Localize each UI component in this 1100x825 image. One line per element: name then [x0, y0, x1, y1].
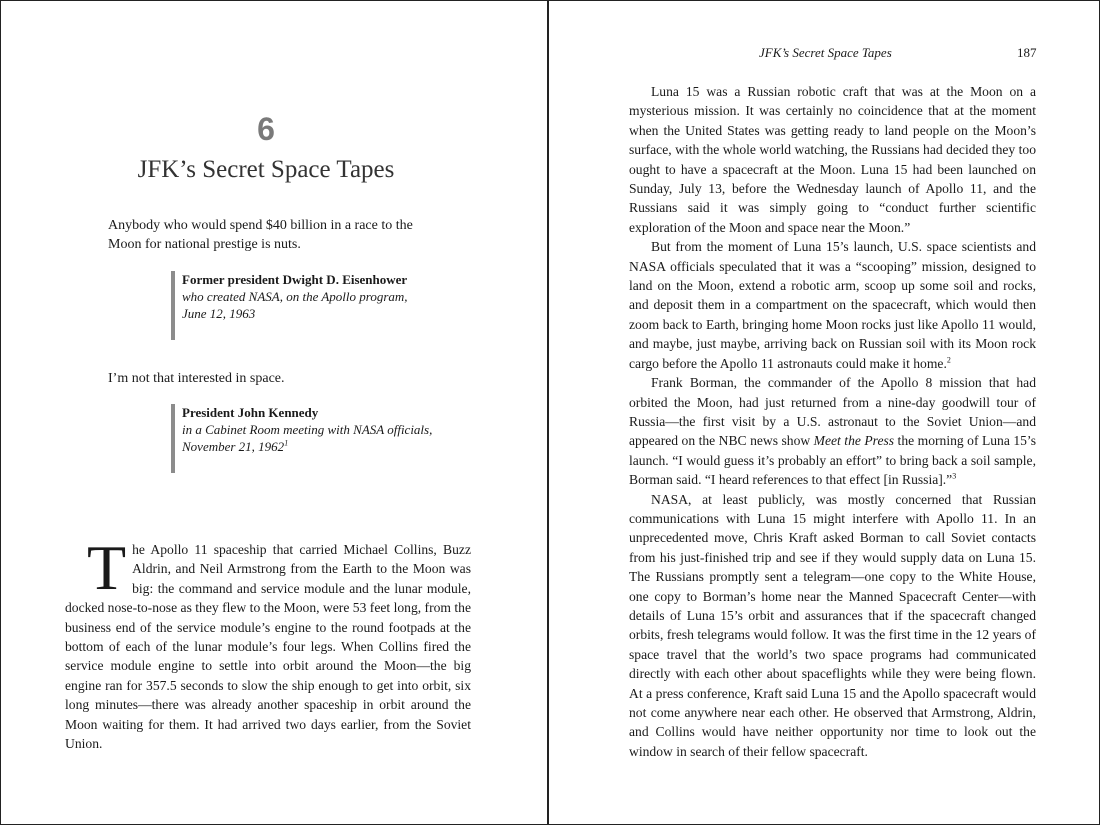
opening-paragraph [65, 532, 471, 753]
epigraph-attribution-eisenhower [171, 271, 461, 340]
footnote-marker: 3 [952, 471, 957, 481]
running-title: JFK’s Secret Space Tapes [759, 45, 892, 60]
epigraph-quote-eisenhower: Anybody who would spend $40 billion in a race to the Moon for national prestige is nuts. [108, 218, 413, 252]
attribution-date: November 21, 1962$^1$ [182, 438, 289, 454]
drop-cap: T [87, 532, 127, 603]
paragraph: Frank Borman, the commander of the Apollo 8 mission that had orbited the Moon, had just returned from a nine-day goodwill tour of Russia—the first visit by a U.S. astronaut to the Soviet Union—and appeared on the NBC news show Meet the Press the morning of Luna 15’s launch. “I would guess it’s probably an effort” to bring back a soil sample, Borman said. “I heard references to that effect [in Russia].”$^3$ [629, 375, 1036, 488]
epigraph-quote-kennedy: I’m not that interested in space. [108, 371, 285, 386]
right-page [549, 1, 1097, 824]
chapter-number: 6 [257, 111, 275, 147]
page-number: 187 [1017, 45, 1037, 60]
epigraph-attribution-kennedy [171, 404, 461, 473]
opening-paragraph-text: he Apollo 11 spaceship that carried Michael Collins, Buzz Aldrin, and Neil Armstrong from the Earth to the Moon was big: the command and service module and the lunar module, docked nose-to-nose as they flew to the Moon, were 53 feet long, from the business end of the service module’s engine to the round footpads at the bottom of each of the lunar module’s four legs. When Collins fired the service module engine to settle into orbit around the Moon—the big engine ran for 357.5 seconds to slow the ship enough to get into orbit, six long minutes—there was already another spaceship in orbit around the Moon waiting for them. It had arrived two days earlier, from the Soviet Union. [65, 542, 471, 752]
body-text [629, 82, 1036, 761]
left-page [1, 1, 549, 824]
paragraph: NASA, at least publicly, was mostly concerned that Russian communications with Luna 15 might interfere with Apollo 11. In an unprecedented move, Chris Kraft asked Borman to call Soviet contacts from his just-finished trip and see if they would supply data on Luna 15. The Russians promptly sent a telegram—one copy to the White House, one copy to Borman’s home near the Manned Spacecraft Center—with details of Luna 15’s orbit and assurances that if the spacecraft changed orbits, fresh telegrams would follow. It was the first time in the 12 years of space travel that the world’s two space programs had communicated directly with each other about spaceflights while they were being flown. At a press conference, Kraft said Luna 15 and the Apollo spacecraft would not come anywhere near each other. He observed that Armstrong, Aldrin, and Collins would have neither opportunity nor time to look out the window in search of their fellow spacecraft. [629, 491, 1036, 759]
chapter-title: JFK’s Secret Space Tapes [137, 156, 395, 183]
footnote-marker: 1 [284, 438, 289, 448]
paragraph: Luna 15 was a Russian robotic craft that was at the Moon on a mysterious mission. It was certainly no coincidence that at the moment when the United States was getting ready to land people on the Moon’s surface, with the whole world watching, the Russians had decided they too ought to have a spacecraft at the Moon. Luna 15 had been launched on Sunday, July 13, before the Wednesday launch of Apollo 11, and the Russians said it was simply going to “conduct further scientific exploration of the Moon and space near the Moon.” [629, 84, 1036, 235]
attribution-name: Former president Dwight D. Eisenhower [182, 272, 408, 287]
attribution-date: June 12, 1963 [182, 306, 256, 321]
attribution-description: in a Cabinet Room meeting with NASA officials, [182, 422, 433, 437]
attribution-description: who created NASA, on the Apollo program, [182, 289, 408, 304]
paragraph: But from the moment of Luna 15’s launch, U.S. space scientists and NASA officials speculated that it was a “scooping” mission, designed to land on the Moon, extend a robotic arm, scoop up some soil and rocks, and deposit them in a compartment on the spacecraft, which would then zoom back to Earth, bringing home Moon rocks just like Apollo 11 would, and maybe, just maybe, arriving back on Russian soil with its Moon rock cargo before the Apollo 11 astronauts could make it home.$^2$ [629, 239, 1036, 371]
show-title: Meet the Press [813, 433, 895, 449]
attribution-name: President John Kennedy [182, 405, 319, 420]
footnote-marker: 2 [946, 355, 951, 365]
